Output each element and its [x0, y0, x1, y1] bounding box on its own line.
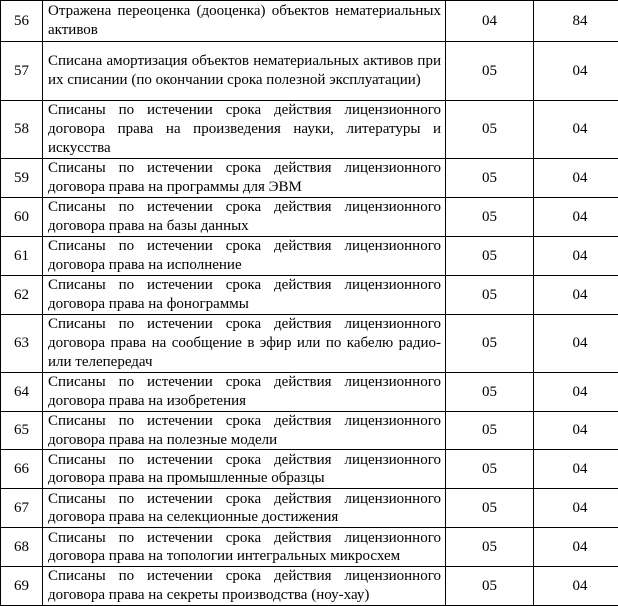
credit-account: 04 — [534, 567, 618, 605]
operation-description: Списана амортизация объектов нематериальных активов при их списании (по окончании срока полезной эксплуатации) — [43, 42, 446, 101]
credit-account: 04 — [534, 489, 618, 528]
operation-description: Списаны по истечении срока действия лицензионного договора права на секреты производства (ноу-хау) — [43, 567, 446, 605]
table-row — [1, 489, 618, 528]
debit-account: 05 — [446, 159, 534, 198]
debit-account: 05 — [446, 237, 534, 276]
credit-account: 04 — [534, 237, 618, 276]
operation-description: Списаны по истечении срока действия лицензионного договора права на фонограммы — [43, 276, 446, 315]
debit-account: 05 — [446, 42, 534, 101]
row-number: 68 — [1, 528, 43, 567]
operation-description: Списаны по истечении срока действия лицензионного договора права на базы данных — [43, 198, 446, 237]
table-row — [1, 315, 618, 373]
debit-account: 05 — [446, 315, 534, 373]
debit-account: 05 — [446, 567, 534, 605]
credit-account: 04 — [534, 42, 618, 101]
table-row — [1, 237, 618, 276]
table-row — [1, 276, 618, 315]
table-row — [1, 42, 618, 101]
debit-account: 05 — [446, 412, 534, 450]
row-number: 60 — [1, 198, 43, 237]
debit-account: 04 — [446, 1, 534, 42]
row-number: 61 — [1, 237, 43, 276]
operation-description: Списаны по истечении срока действия лицензионного договора права на топологии интегральных микросхем — [43, 528, 446, 567]
credit-account: 84 — [534, 1, 618, 42]
credit-account: 04 — [534, 159, 618, 198]
row-number: 65 — [1, 412, 43, 450]
table-row — [1, 412, 618, 450]
table-row — [1, 450, 618, 489]
credit-account: 04 — [534, 412, 618, 450]
table-row — [1, 373, 618, 412]
credit-account: 04 — [534, 276, 618, 315]
row-number: 63 — [1, 315, 43, 373]
operation-description: Списаны по истечении срока действия лицензионного договора права на полезные модели — [43, 412, 446, 450]
operation-description: Списаны по истечении срока действия лицензионного договора права на промышленные образцы — [43, 450, 446, 489]
table-row — [1, 528, 618, 567]
operation-description: Списаны по истечении срока действия лицензионного договора права на программы для ЭВМ — [43, 159, 446, 198]
row-number: 69 — [1, 567, 43, 605]
operation-description: Отражена переоценка (дооценка) объектов нематериальных активов — [43, 1, 446, 42]
operation-description: Списаны по истечении срока действия лицензионного договора права на селекционные достижения — [43, 489, 446, 528]
credit-account: 04 — [534, 315, 618, 373]
row-number: 59 — [1, 159, 43, 198]
row-number: 58 — [1, 101, 43, 159]
row-number: 62 — [1, 276, 43, 315]
table-row — [1, 101, 618, 159]
debit-account: 05 — [446, 198, 534, 237]
row-number: 64 — [1, 373, 43, 412]
credit-account: 04 — [534, 373, 618, 412]
row-number: 66 — [1, 450, 43, 489]
debit-account: 05 — [446, 489, 534, 528]
table-row — [1, 1, 618, 42]
debit-account: 05 — [446, 450, 534, 489]
table-row — [1, 567, 618, 605]
credit-account: 04 — [534, 101, 618, 159]
operation-description: Списаны по истечении срока действия лицензионного договора права на исполнение — [43, 237, 446, 276]
credit-account: 04 — [534, 450, 618, 489]
debit-account: 05 — [446, 528, 534, 567]
row-number: 57 — [1, 42, 43, 101]
operation-description: Списаны по истечении срока действия лицензионного договора права на сообщение в эфир или по кабелю радио- или телепередач — [43, 315, 446, 373]
operation-description: Списаны по истечении срока действия лицензионного договора права на изобретения — [43, 373, 446, 412]
operation-description: Списаны по истечении срока действия лицензионного договора права на произведения науки, литературы и искусства — [43, 101, 446, 159]
debit-account: 05 — [446, 276, 534, 315]
table-row — [1, 198, 618, 237]
row-number: 56 — [1, 1, 43, 42]
credit-account: 04 — [534, 528, 618, 567]
table-row — [1, 159, 618, 198]
credit-account: 04 — [534, 198, 618, 237]
debit-account: 05 — [446, 373, 534, 412]
debit-account: 05 — [446, 101, 534, 159]
row-number: 67 — [1, 489, 43, 528]
